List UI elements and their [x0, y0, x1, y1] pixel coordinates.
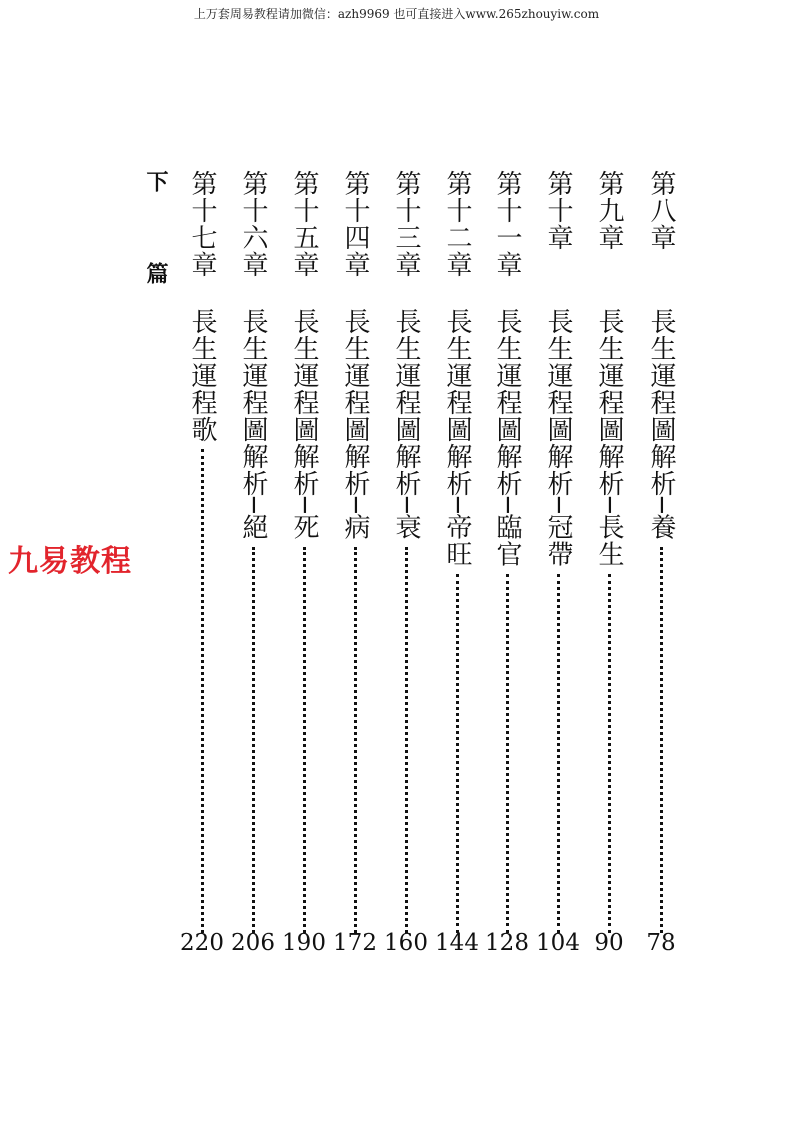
page-header: 上万套周易教程请加微信：azh9969 也可直接进入www.265zhouyiw.com [193, 7, 600, 21]
chapter-title: 長生運程圖解析─長生 [594, 308, 624, 568]
chapter-number: 第十二章 [442, 170, 472, 278]
toc-entry [437, 0, 477, 1121]
toc-entry [233, 0, 273, 1121]
toc-entry [538, 0, 578, 1121]
toc-entry [641, 0, 681, 1121]
chapter-title: 長生運程圖解析─衰 [391, 308, 421, 541]
page-number: 144 [435, 930, 479, 956]
chapter-title: 長生運程圖解析─死 [289, 308, 319, 541]
dot-leader [405, 547, 408, 933]
toc-entry [335, 0, 375, 1121]
chapter-title: 長生運程歌 [187, 308, 217, 443]
chapter-title: 長生運程圖解析─帝旺 [442, 308, 472, 568]
chapter-number: 第十一章 [492, 170, 522, 278]
chapter-title: 長生運程圖解析─病 [340, 308, 370, 541]
chapter-title: 長生運程圖解析─絕 [238, 308, 268, 541]
toc-entry [386, 0, 426, 1121]
chapter-number: 第十七章 [187, 170, 217, 278]
dot-leader [557, 574, 560, 933]
chapter-number: 第十五章 [289, 170, 319, 278]
dot-leader [354, 547, 357, 933]
page-number: 160 [384, 930, 428, 956]
chapter-number: 第八章 [646, 170, 676, 251]
dot-leader [252, 547, 255, 933]
chapter-title: 長生運程圖解析─臨官 [492, 308, 522, 568]
chapter-number: 第十四章 [340, 170, 370, 278]
page-number: 190 [282, 930, 326, 956]
dot-leader [303, 547, 306, 933]
chapter-number: 第十章 [543, 170, 573, 251]
chapter-title: 長生運程圖解析─養 [646, 308, 676, 541]
dot-leader [506, 574, 509, 933]
page-number: 172 [333, 930, 377, 956]
section-label: 下篇 [143, 170, 168, 354]
dot-leader [608, 574, 611, 933]
page-number: 220 [180, 930, 224, 956]
page-number: 128 [485, 930, 529, 956]
dot-leader [660, 547, 663, 933]
toc-entry [182, 0, 222, 1121]
chapter-number: 第十三章 [391, 170, 421, 278]
dot-leader [201, 449, 204, 933]
toc-entry [589, 0, 629, 1121]
toc-entry [487, 0, 527, 1121]
chapter-title: 長生運程圖解析─冠帶 [543, 308, 573, 568]
page-number: 104 [536, 930, 580, 956]
chapter-number: 第九章 [594, 170, 624, 251]
page-number: 78 [646, 930, 676, 956]
chapter-number: 第十六章 [238, 170, 268, 278]
watermark-logo: 九易教程 [8, 544, 132, 579]
page-number: 206 [231, 930, 275, 956]
dot-leader [456, 574, 459, 933]
toc-entry [284, 0, 324, 1121]
page-number: 90 [594, 930, 624, 956]
